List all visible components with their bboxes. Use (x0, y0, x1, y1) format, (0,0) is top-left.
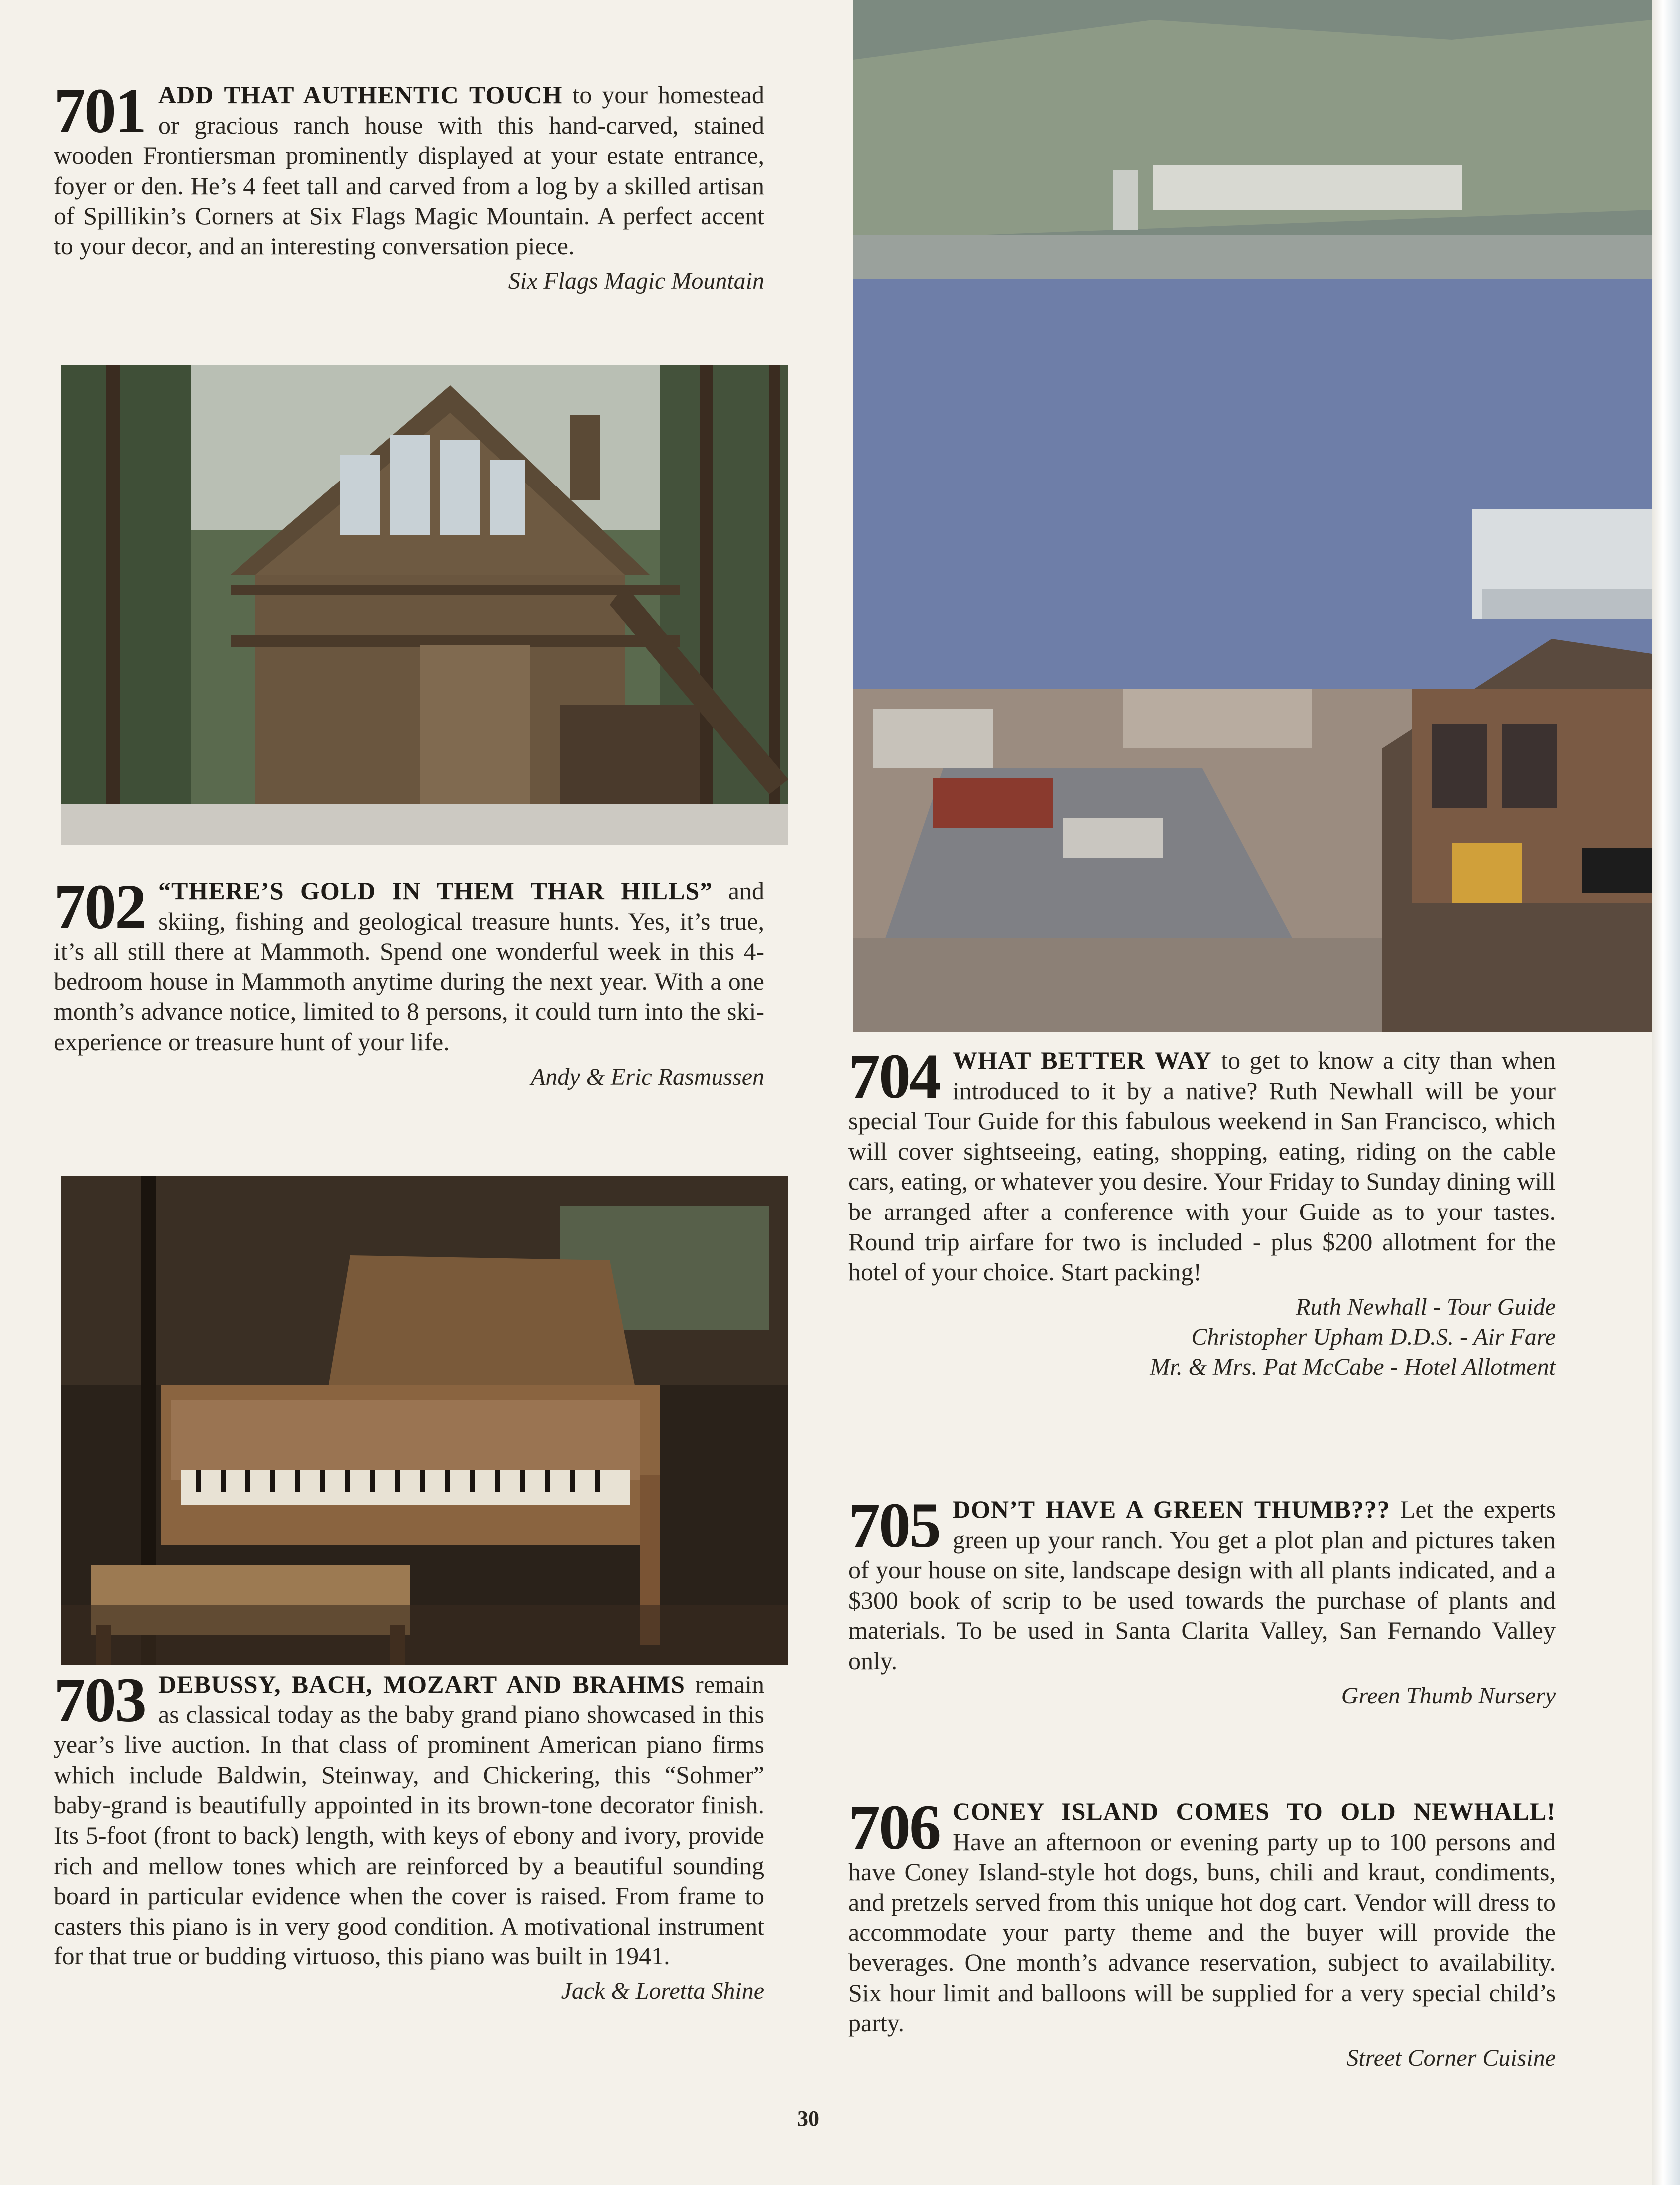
item-701 (54, 75, 764, 296)
item-number: 705 (848, 1490, 940, 1561)
item-body-text: Let the experts green up your ranch. You get a plot plan and pictures taken of your house on site, landscape design with all plants indicated, and a $300 book of scrip to be used towards the purchase of plants and materials. To be used in Santa Clarita Valley, San Fernando Valley only. (848, 1495, 1556, 1675)
donor-line: Mr. & Mrs. Pat McCabe - Hotel Allotment (1150, 1353, 1556, 1380)
item-705 (848, 1490, 1556, 1711)
donor-line: Street Corner Cuisine (1346, 2044, 1556, 2071)
item-description (848, 1792, 1556, 2038)
item-body-text: and skiing, fishing and geological treasure hunts. Yes, it’s true, it’s all still there at Mammoth. Spend one wonderful week in this 4-bedroom house in Mammoth anytime during the next year. With a one month’s advance notice, limited to 8 persons, it could turn into the ski-experience or treasure hunt of your life. (54, 877, 764, 1056)
item-number: 704 (848, 1041, 940, 1112)
donor-line: Andy & Eric Rasmussen (531, 1063, 764, 1090)
item-body-text: to your homestead or gracious ranch house with this hand-carved, stained wooden Frontiersman prominently displayed at your estate entrance, foyer or den. He’s 4 feet tall and carved from a log by a skilled artisan of Spillikin’s Corners at Six Flags Magic Mountain. A perfect accent to your decor, and an interesting conversation piece. (54, 81, 764, 260)
item-body-text: to get to know a city than when introduced to it by a native? Ruth Newhall will be your special Tour Guide for this fabulous weekend in San Francisco, which will cover sightseeing, eating, shopping, eating, riding on the cable cars, eating, or whatever you desire. Your Friday to Sunday dining will be arranged after a conference with your Guide as to your tastes. Round trip airfare for two is included - plus $200 allotment for the hotel of your choice. Start packing! (848, 1046, 1556, 1286)
item-description (848, 1041, 1556, 1287)
item-headline: WHAT BETTER WAY (953, 1046, 1212, 1074)
item-706 (848, 1792, 1556, 2073)
item-704 (848, 1041, 1556, 1382)
donor-credit (54, 1062, 764, 1092)
donor-line: Jack & Loretta Shine (561, 1977, 764, 2004)
adjacent-page-edge (1652, 0, 1680, 2185)
item-headline: CONEY ISLAND COMES TO OLD NEWHALL! (953, 1797, 1556, 1825)
donor-credit (848, 2043, 1556, 2073)
donor-line: Green Thumb Nursery (1341, 1682, 1556, 1709)
item-body-text: remain as classical today as the baby grand piano showcased in this year’s live auction. In that class of prominent American piano firms which include Baldwin, Steinway, and Chickering, this “Sohmer” baby-grand is beautifully appointed in its brown-tone decorator finish. Its 5-foot (front to back) length, with keys of ebony and ivory, provide rich and mellow tones which are reinforced by a beautiful sounding board in particular evidence when the cover is raised. From frame to casters this piano is in very good condition. A motivational instrument for that true or budding virtuoso, this piano was built in 1941. (54, 1670, 764, 1970)
donor-credit (848, 1292, 1556, 1382)
item-number: 701 (54, 75, 145, 146)
item-description (54, 75, 764, 261)
donor-credit (54, 266, 764, 296)
donor-credit (848, 1681, 1556, 1711)
item-703 (54, 1665, 764, 2006)
item-702 (54, 871, 764, 1092)
mammoth-cabin-photo (61, 365, 788, 845)
item-number: 702 (54, 871, 145, 942)
baby-grand-piano-photo (61, 1176, 788, 1665)
item-number: 706 (848, 1792, 940, 1863)
donor-line: Christopher Upham D.D.S. - Air Fare (1191, 1323, 1556, 1350)
item-headline: ADD THAT AUTHENTIC TOUCH (158, 81, 563, 109)
donor-line: Ruth Newhall - Tour Guide (1296, 1293, 1556, 1320)
item-description (54, 871, 764, 1057)
item-headline: “THERE’S GOLD IN THEM THAR HILLS” (158, 877, 713, 905)
page-number: 30 (797, 2106, 819, 2131)
item-number: 703 (54, 1665, 145, 1735)
donor-credit (54, 1976, 764, 2006)
item-headline: DEBUSSY, BACH, MOZART AND BRAHMS (158, 1670, 685, 1698)
san-francisco-cable-car-photo (853, 0, 1652, 1032)
item-headline: DON’T HAVE A GREEN THUMB??? (953, 1495, 1390, 1523)
item-description (848, 1490, 1556, 1676)
donor-line: Six Flags Magic Mountain (508, 267, 764, 294)
item-description (54, 1665, 764, 1971)
item-body-text: Have an afternoon or evening party up to 100 persons and have Coney Island-style hot dogs, buns, chili and kraut, condiments, and pretzels served from this unique hot dog cart. Vendor will dress to accommodate your party theme and the buyer will provide the beverages. One month’s advance reservation, subject to availability. Six hour limit and balloons will be supplied for a very special child’s party. (848, 1827, 1556, 2037)
